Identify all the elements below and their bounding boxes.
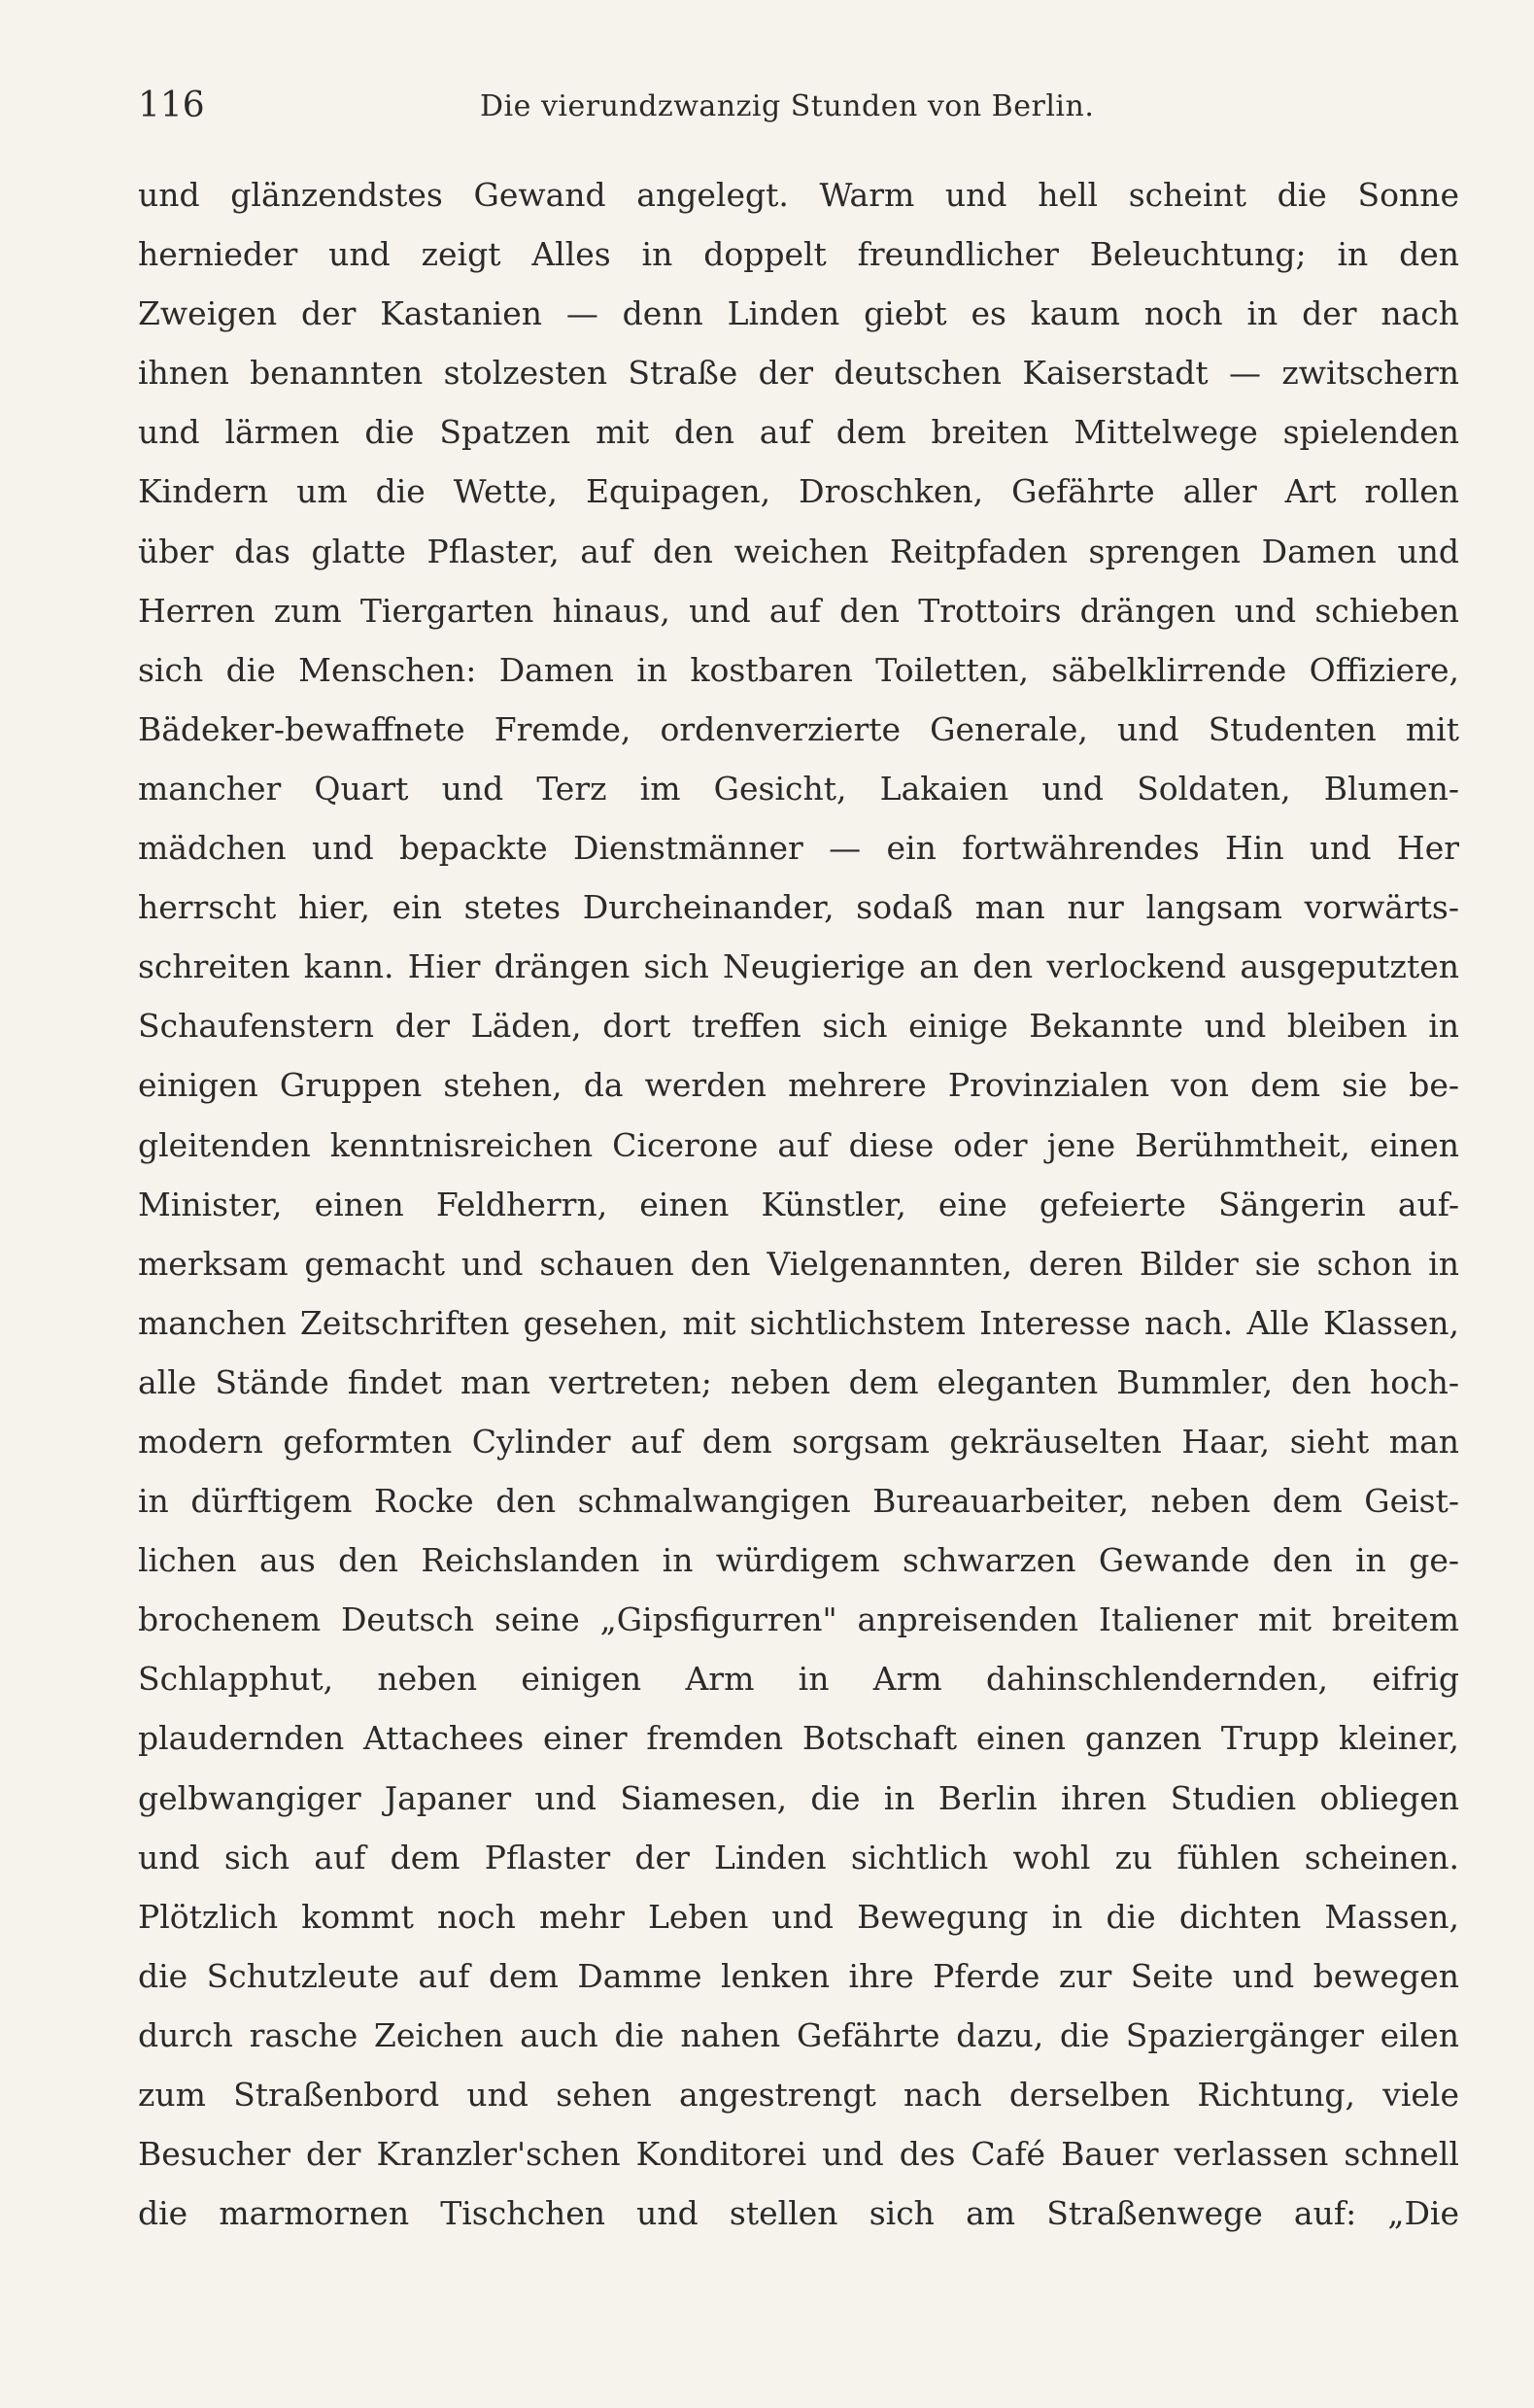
- text-line: [138, 640, 1459, 700]
- text-line-content: einigen Gruppen stehen, da werden mehrere Provinzialen von dem sie be-: [138, 1066, 1459, 1105]
- running-title: Die vierundzwanzig Stunden von Berlin.: [480, 89, 1095, 123]
- text-line: [138, 1708, 1459, 1768]
- text-line: [138, 700, 1459, 759]
- text-line: [138, 759, 1459, 818]
- text-line: [138, 1412, 1459, 1471]
- page-number: 116: [138, 86, 205, 125]
- text-line-content: brochenem Deutsch seine „Gipsfigurren" anpreisenden Italiener mit breitem: [138, 1600, 1459, 1639]
- text-line-content: Zweigen der Kastanien — denn Linden giebt es kaum noch in der nach: [138, 294, 1459, 333]
- text-line: [138, 2184, 1459, 2243]
- body-text: [138, 165, 1459, 2243]
- text-line: [138, 1471, 1459, 1531]
- text-line-content: herrscht hier, ein stetes Durcheinander, sodaß man nur langsam vorwärts-: [138, 888, 1459, 927]
- text-line-content: ihnen benannten stolzesten Straße der deutschen Kaiserstadt — zwitschern: [138, 354, 1459, 393]
- text-line-content: sich die Menschen: Damen in kostbaren Toiletten, säbelklirrende Offiziere,: [138, 650, 1459, 689]
- text-line-content: die Schutzleute auf dem Damme lenken ihre Pferde zur Seite und bewegen: [138, 1956, 1459, 1995]
- text-line: [138, 1828, 1459, 1887]
- text-line: [138, 1055, 1459, 1115]
- text-line-content: mancher Quart und Terz im Gesicht, Lakaien und Soldaten, Blumen-: [138, 769, 1459, 808]
- text-line-content: Besucher der Kranzler'schen Konditorei und des Café Bauer verlassen schnell: [138, 2135, 1459, 2174]
- text-line-content: Schaufenstern der Läden, dort treffen sich einige Bekannte und bleiben in: [138, 1007, 1459, 1046]
- text-line-content: Kindern um die Wette, Equipagen, Droschken, Gefährte aller Art rollen: [138, 472, 1459, 511]
- text-line: [138, 818, 1459, 877]
- text-line-content: merksam gemacht und schauen den Vielgenannten, deren Bilder sie schon in: [138, 1244, 1459, 1283]
- text-line-content: durch rasche Zeichen auch die nahen Gefährte dazu, die Spaziergänger eilen: [138, 2015, 1459, 2054]
- text-line-content: hernieder und zeigt Alles in doppelt freundlicher Beleuchtung; in den: [138, 235, 1459, 274]
- text-line: [138, 522, 1459, 581]
- text-line-content: mädchen und bepackte Dienstmänner — ein fortwährendes Hin und Her: [138, 829, 1459, 868]
- text-line-content: schreiten kann. Hier drängen sich Neugierige an den verlockend ausgeputzten: [138, 947, 1459, 986]
- text-line: [138, 1946, 1459, 2006]
- text-line: [138, 2006, 1459, 2065]
- text-line: [138, 1531, 1459, 1590]
- text-line: [138, 1116, 1459, 1175]
- text-line-content: gleitenden kenntnisreichen Cicerone auf diese oder jene Berühmtheit, einen: [138, 1125, 1459, 1164]
- text-line-content: gelbwangiger Japaner und Siamesen, die in Berlin ihren Studien obliegen: [138, 1778, 1459, 1817]
- text-line: [138, 1353, 1459, 1412]
- text-line-content: modern geformten Cylinder auf dem sorgsam gekräuselten Haar, sieht man: [138, 1422, 1459, 1461]
- text-line-content: in dürftigem Rocke den schmalwangigen Bureauarbeiter, neben dem Geist-: [138, 1482, 1459, 1521]
- text-line: [138, 165, 1459, 224]
- text-line: [138, 1649, 1459, 1708]
- text-line-content: plaudernden Attachees einer fremden Botschaft einen ganzen Trupp kleiner,: [138, 1719, 1459, 1758]
- text-line: [138, 1234, 1459, 1293]
- text-line-content: und lärmen die Spatzen mit den auf dem breiten Mittelwege spielenden: [138, 413, 1459, 452]
- text-line: [138, 284, 1459, 343]
- text-line-content: alle Stände findet man vertreten; neben dem eleganten Bummler, den hoch-: [138, 1362, 1459, 1401]
- text-line: [138, 1769, 1459, 1828]
- text-line: [138, 996, 1459, 1055]
- text-line-content: Bädeker-bewaffnete Fremde, ordenverzierte Generale, und Studenten mit: [138, 709, 1459, 748]
- text-line-content: und glänzendstes Gewand angelegt. Warm und hell scheint die Sonne: [138, 176, 1459, 214]
- text-line: [138, 2124, 1459, 2184]
- text-line: [138, 224, 1459, 284]
- text-line: [138, 1175, 1459, 1234]
- text-line: [138, 402, 1459, 462]
- text-line: [138, 581, 1459, 640]
- text-line-content: lichen aus den Reichslanden in würdigem schwarzen Gewande den in ge-: [138, 1541, 1459, 1580]
- text-line: [138, 877, 1459, 937]
- text-line-content: Plötzlich kommt noch mehr Leben und Bewegung in die dichten Massen,: [138, 1897, 1459, 1936]
- text-line-content: Herren zum Tiergarten hinaus, und auf den Trottoirs drängen und schieben: [138, 591, 1459, 630]
- text-line: [138, 1887, 1459, 1946]
- text-line: [138, 937, 1459, 996]
- page-header: [138, 86, 1117, 134]
- text-line: [138, 462, 1459, 521]
- text-line-content: zum Straßenbord und sehen angestrengt nach derselben Richtung, viele: [138, 2076, 1459, 2114]
- text-line: [138, 1590, 1459, 1649]
- text-line: [138, 2065, 1459, 2124]
- text-line-content: über das glatte Pflaster, auf den weichen Reitpfaden sprengen Damen und: [138, 532, 1459, 570]
- text-line: [138, 1293, 1459, 1353]
- text-line-content: manchen Zeitschriften gesehen, mit sichtlichstem Interesse nach. Alle Klassen,: [138, 1303, 1459, 1342]
- text-line: [138, 343, 1459, 402]
- text-line-content: Schlapphut, neben einigen Arm in Arm dahinschlendernden, eifrig: [138, 1660, 1459, 1699]
- text-line-content: und sich auf dem Pflaster der Linden sichtlich wohl zu fühlen scheinen.: [138, 1838, 1459, 1876]
- text-line-content: Minister, einen Feldherrn, einen Künstler, eine gefeierte Sängerin auf-: [138, 1185, 1459, 1223]
- text-line-content: die marmornen Tischchen und stellen sich am Straßenwege auf: „Die: [138, 2194, 1459, 2233]
